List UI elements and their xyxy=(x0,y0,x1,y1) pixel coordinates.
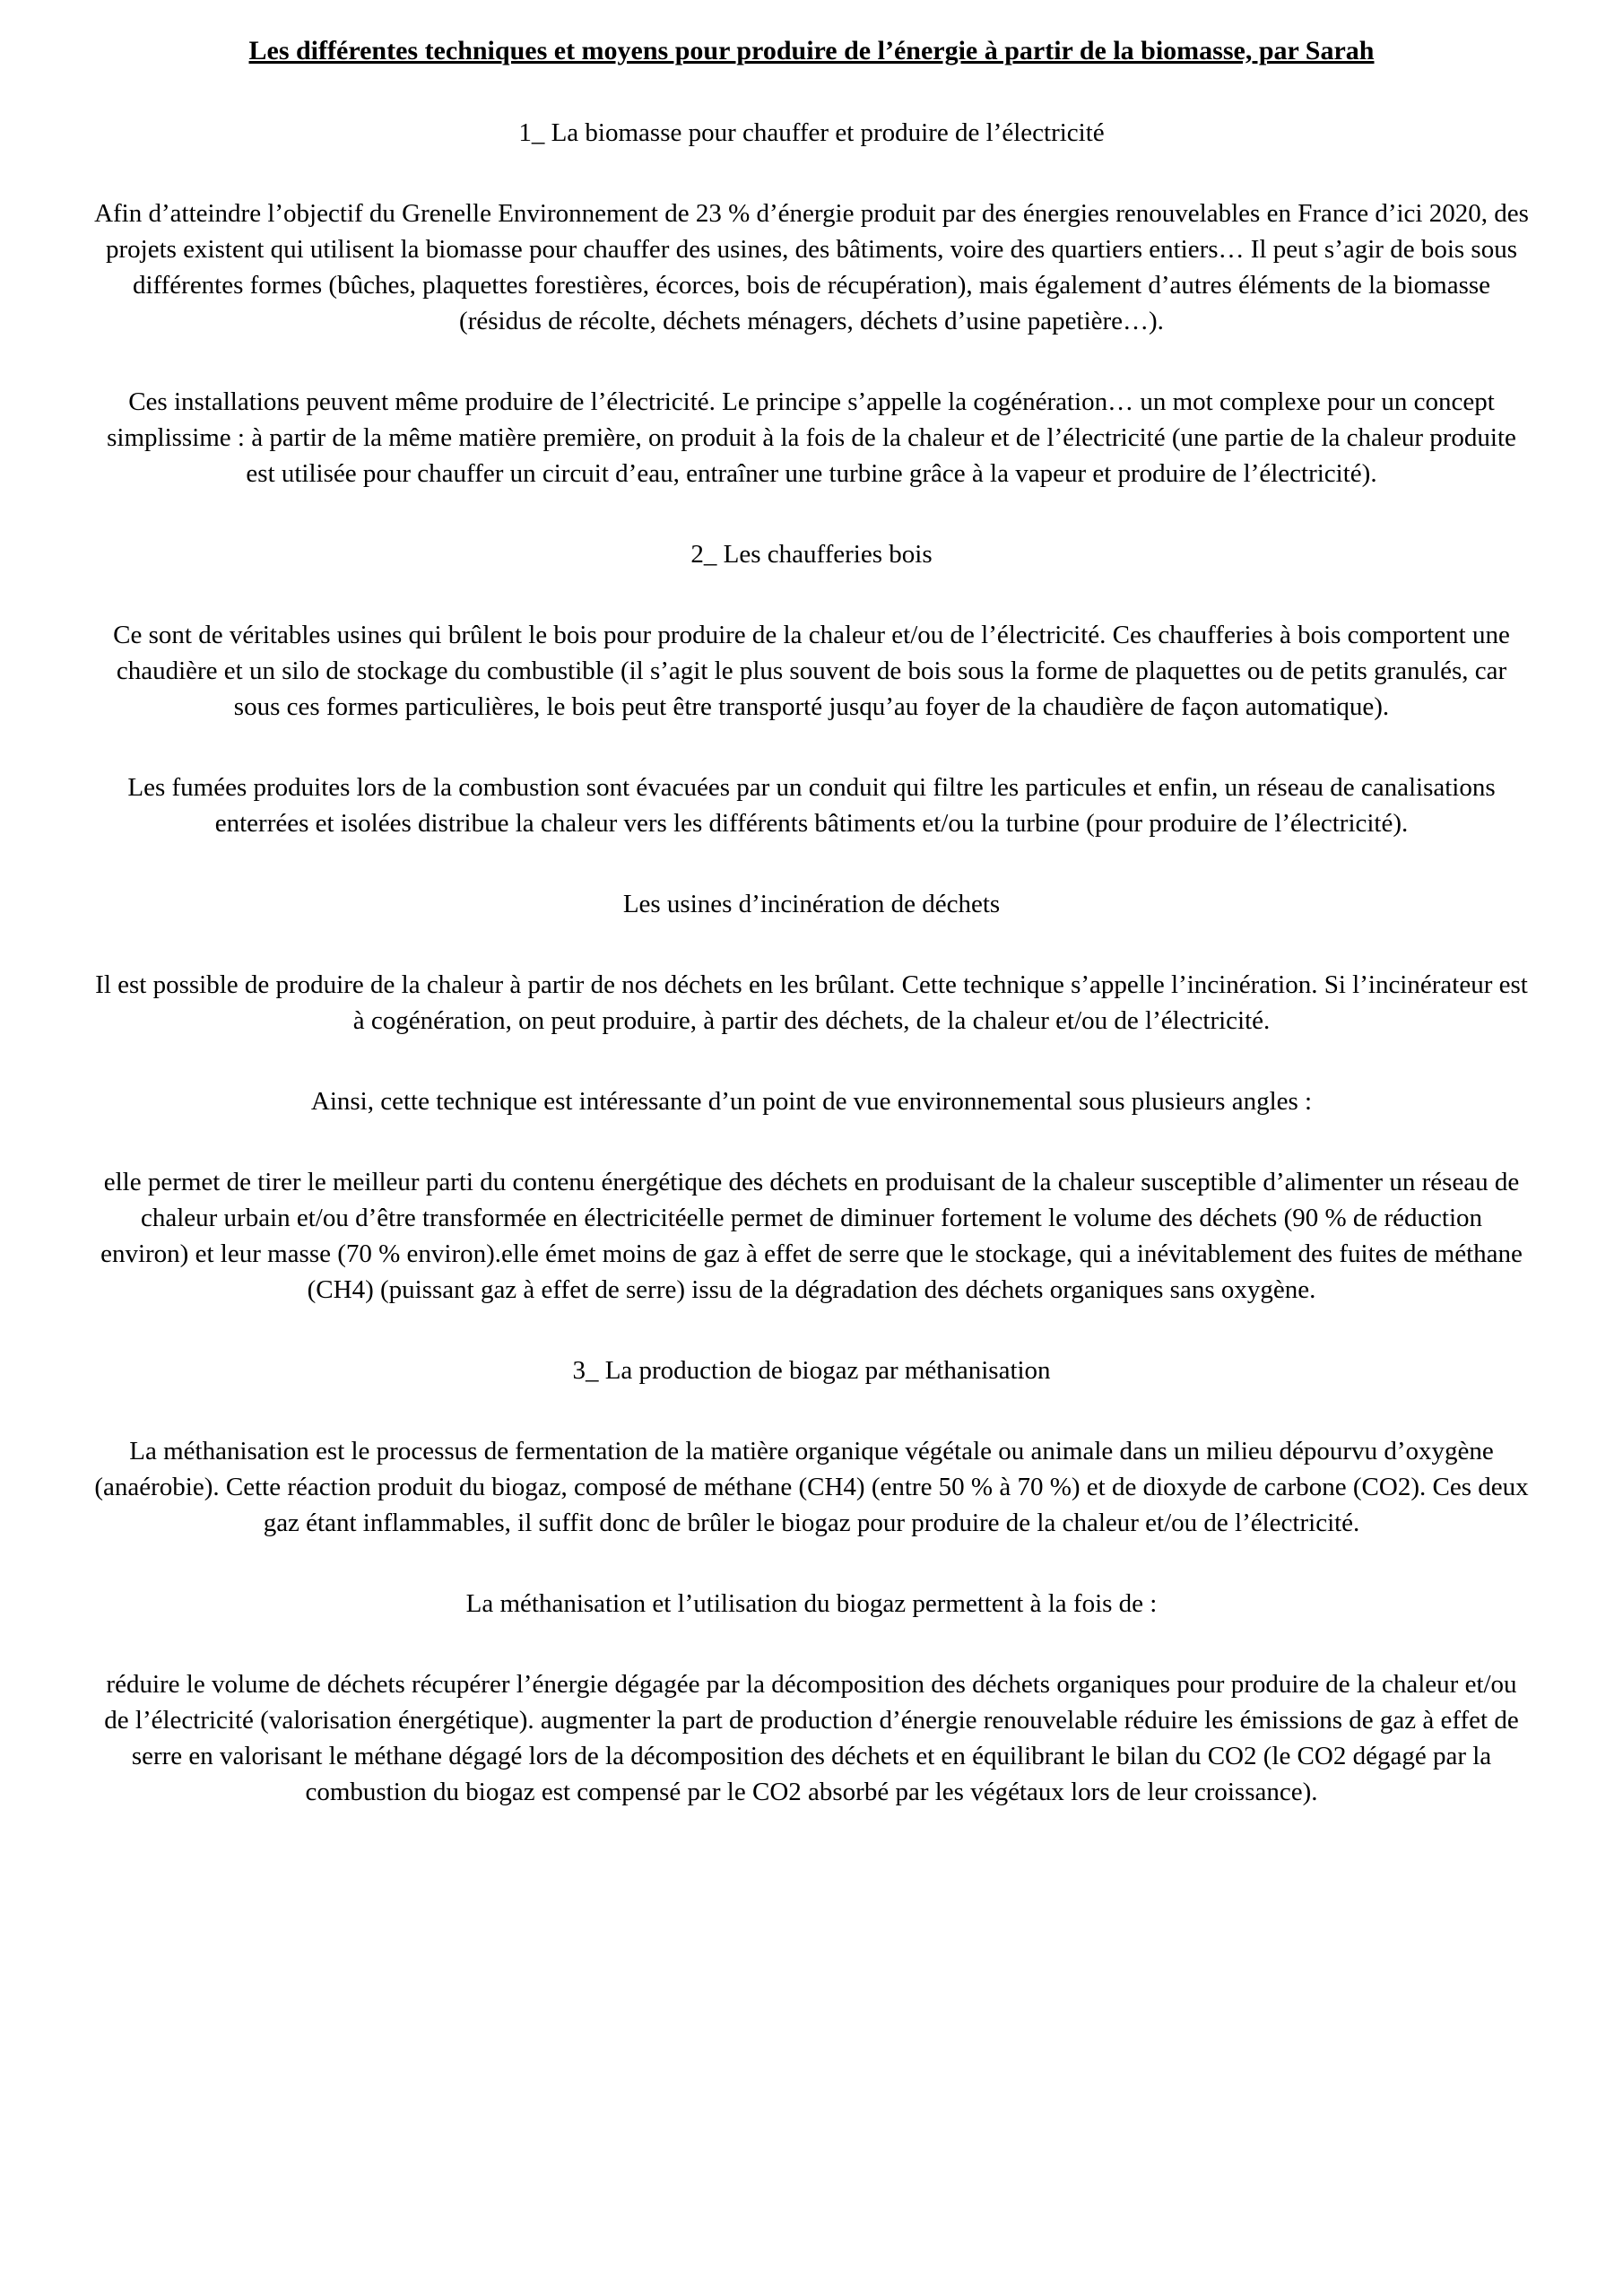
section-2-heading: 2_ Les chaufferies bois xyxy=(690,540,933,569)
section-3-paragraph-1: La méthanisation est le processus de fermentation de la matière organique végétale ou animale dans un milieu dépourvu d’oxygène (anaérobie). Cette réaction produit du biogaz, composé de méthane (CH4) (entre 50 % à 70 %) et de dioxyde de carbone (CO2). Ces deux gaz étant inflammables, il suffit donc de brûler le biogaz pour produire de la chaleur et/ou de l’électricité. xyxy=(94,1437,1529,1537)
section-3-paragraph-2: La méthanisation et l’utilisation du biogaz permettent à la fois de : xyxy=(465,1589,1158,1618)
section-2-paragraph-1: Ce sont de véritables usines qui brûlent le bois pour produire de la chaleur et/ou de l’électricité. Ces chaufferies à bois comportent une chaudière et un silo de stockage du combustible (il s’agit le plus souvent de bois sous la forme de plaquettes ou de petits granulés, car sous ces formes particulières, le bois peut être transporté jusqu’au foyer de la chaudière de façon automatique). xyxy=(113,621,1510,721)
section-3-paragraph-3: réduire le volume de déchets récupérer l’énergie dégagée par la décomposition des déchets organiques pour produire de la chaleur et/ou de l’électricité (valorisation énergétique). augmenter la part de production d’énergie renouvelable réduire les émissions de gaz à effet de serre en valorisant le méthane dégagé lors de la décomposition des déchets et en équilibrant le bilan du CO2 (le CO2 dégagé par la combustion du biogaz est compensé par le CO2 absorbé par les végétaux lors de leur croissance). xyxy=(104,1670,1519,1806)
section-3-heading: 3_ La production de biogaz par méthanisation xyxy=(572,1356,1051,1385)
section-1-heading: 1_ La biomasse pour chauffer et produire de l’électricité xyxy=(518,118,1105,147)
section-1-paragraph-2: Ces installations peuvent même produire de l’électricité. Le principe s’appelle la cogénération… un mot complexe pour un concept simplissime : à partir de la même matière première, on produit à la fois de la chaleur et de l’électricité (une partie de la chaleur produite est utilisée pour chauffer un circuit d’eau, entraîner une turbine grâce à la vapeur et produire de l’électricité). xyxy=(107,387,1516,488)
document-title: Les différentes techniques et moyens pour produire de l’énergie à partir de la biomasse, par Sarah xyxy=(248,36,1375,65)
section-1-paragraph-1: Afin d’atteindre l’objectif du Grenelle Environnement de 23 % d’énergie produit par des énergies renouvelables en France d’ici 2020, des projets existent qui utilisent la biomasse pour chauffer des usines, des bâtiments, voire des quartiers entiers… Il peut s’agir de bois sous différentes formes (bûches, plaquettes forestières, écorces, bois de récupération), mais également d’autres éléments de la biomasse (résidus de récolte, déchets ménagers, déchets d’usine papetière…). xyxy=(94,199,1529,335)
section-incineration-paragraph-3: elle permet de tirer le meilleur parti du contenu énergétique des déchets en produisant de la chaleur susceptible d’alimenter un réseau de chaleur urbain et/ou d’être transformée en électricitéelle permet de diminuer fortement le volume des déchets (90 % de réduction environ) et leur masse (70 % environ).elle émet moins de gaz à effet de serre que le stockage, qui a inévitablement des fuites de méthane (CH4) (puissant gaz à effet de serre) issu de la dégradation des déchets organiques sans oxygène. xyxy=(100,1168,1523,1304)
section-2-paragraph-2: Les fumées produites lors de la combustion sont évacuées par un conduit qui filtre les particules et enfin, un réseau de canalisations enterrées et isolées distribue la chaleur vers les différents bâtiments et/ou la turbine (pour produire de l’électricité). xyxy=(127,773,1496,838)
section-incineration-heading: Les usines d’incinération de déchets xyxy=(622,890,1001,918)
section-incineration-paragraph-2: Ainsi, cette technique est intéressante d’un point de vue environnemental sous plusieurs angles : xyxy=(310,1087,1313,1116)
section-incineration-paragraph-1: Il est possible de produire de la chaleur à partir de nos déchets en les brûlant. Cette technique s’appelle l’incinération. Si l’incinérateur est à cogénération, on peut produire, à partir des déchets, de la chaleur et/ou de l’électricité. xyxy=(95,970,1528,1035)
